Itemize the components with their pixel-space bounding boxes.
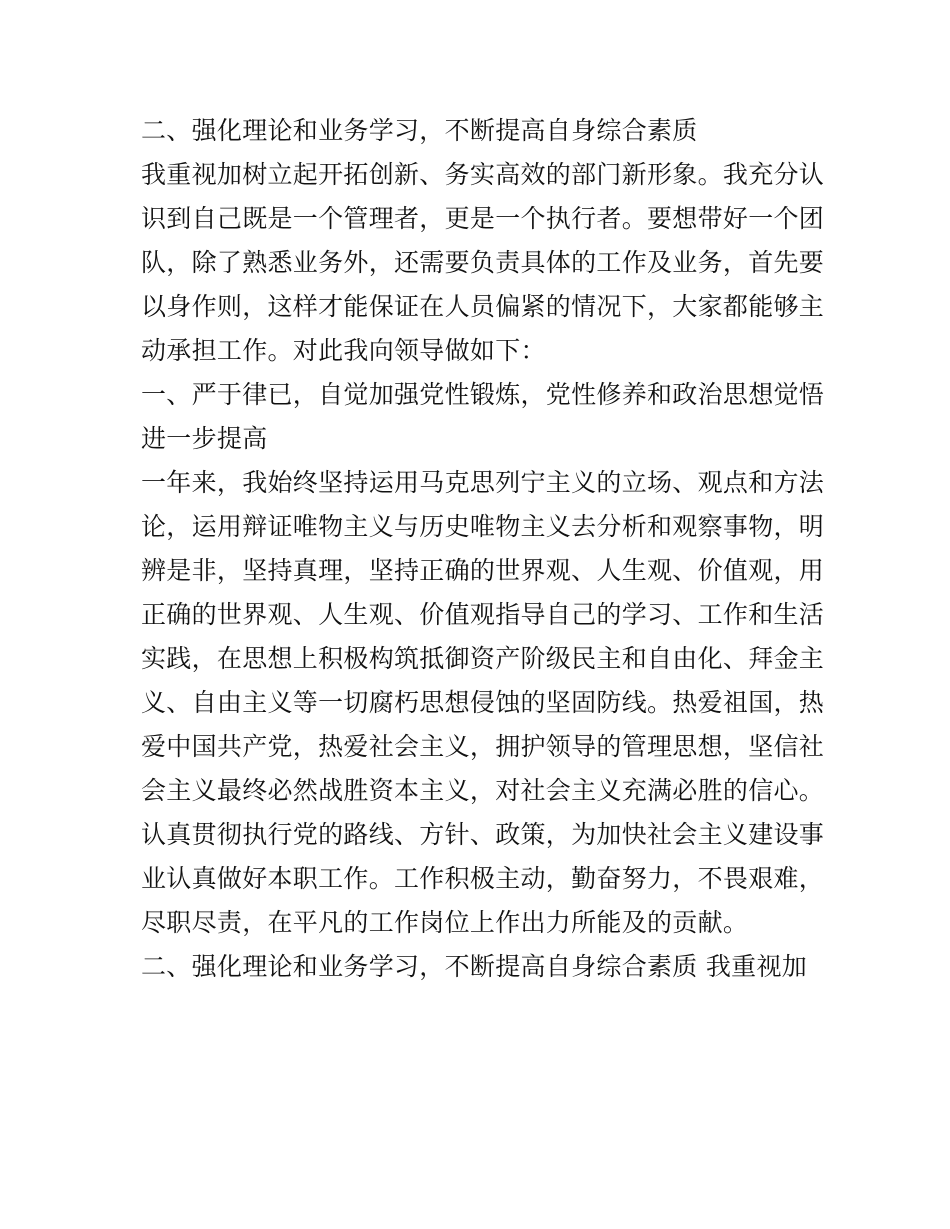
section-heading: 二、强化理论和业务学习，不断提高自身综合素质 我重视加: [141, 952, 808, 981]
text-line: 一年来，我始终坚持运用马克思列宁主义的立场、观点和方法: [141, 468, 825, 497]
text-line: 认真贯彻执行党的路线、方针、政策，为加快社会主义建设事: [141, 820, 825, 849]
text-line: 实践，在思想上积极构筑抵御资产阶级民主和自由化、拜金主: [141, 644, 825, 673]
section-heading: 进一步提高: [141, 424, 268, 453]
text-line: 论，运用辩证唯物主义与历史唯物主义去分析和观察事物，明: [141, 512, 825, 541]
text-line: 队，除了熟悉业务外，还需要负责具体的工作及业务，首先要: [141, 248, 825, 277]
section-heading: 一、严于律已，自觉加强党性锻炼，党性修养和政治思想觉悟: [141, 380, 825, 409]
text-line: 正确的世界观、人生观、价值观指导自己的学习、工作和生活: [141, 600, 825, 629]
text-line: 义、自由主义等一切腐朽思想侵蚀的坚固防线。热爱祖国，热: [141, 688, 825, 717]
text-line: 我重视加树立起开拓创新、务实高效的部门新形象。我充分认: [141, 160, 825, 189]
document-body: [141, 109, 825, 989]
text-line: 动承担工作。对此我向领导做如下：: [141, 336, 546, 365]
section-heading: 二、强化理论和业务学习，不断提高自身综合素质: [141, 116, 698, 145]
text-line: 以身作则，这样才能保证在人员偏紧的情况下，大家都能够主: [141, 292, 825, 321]
text-line: 会主义最终必然战胜资本主义，对社会主义充满必胜的信心。: [141, 776, 825, 805]
text-line: 识到自己既是一个管理者，更是一个执行者。要想带好一个团: [141, 204, 825, 233]
text-line: 爱中国共产党，热爱社会主义，拥护领导的管理思想，坚信社: [141, 732, 825, 761]
text-line: 尽职尽责，在平凡的工作岗位上作出力所能及的贡献。: [141, 908, 749, 937]
text-line: 辨是非，坚持真理，坚持正确的世界观、人生观、价值观，用: [141, 556, 825, 585]
text-line: 业认真做好本职工作。工作积极主动，勤奋努力，不畏艰难，: [141, 864, 825, 893]
